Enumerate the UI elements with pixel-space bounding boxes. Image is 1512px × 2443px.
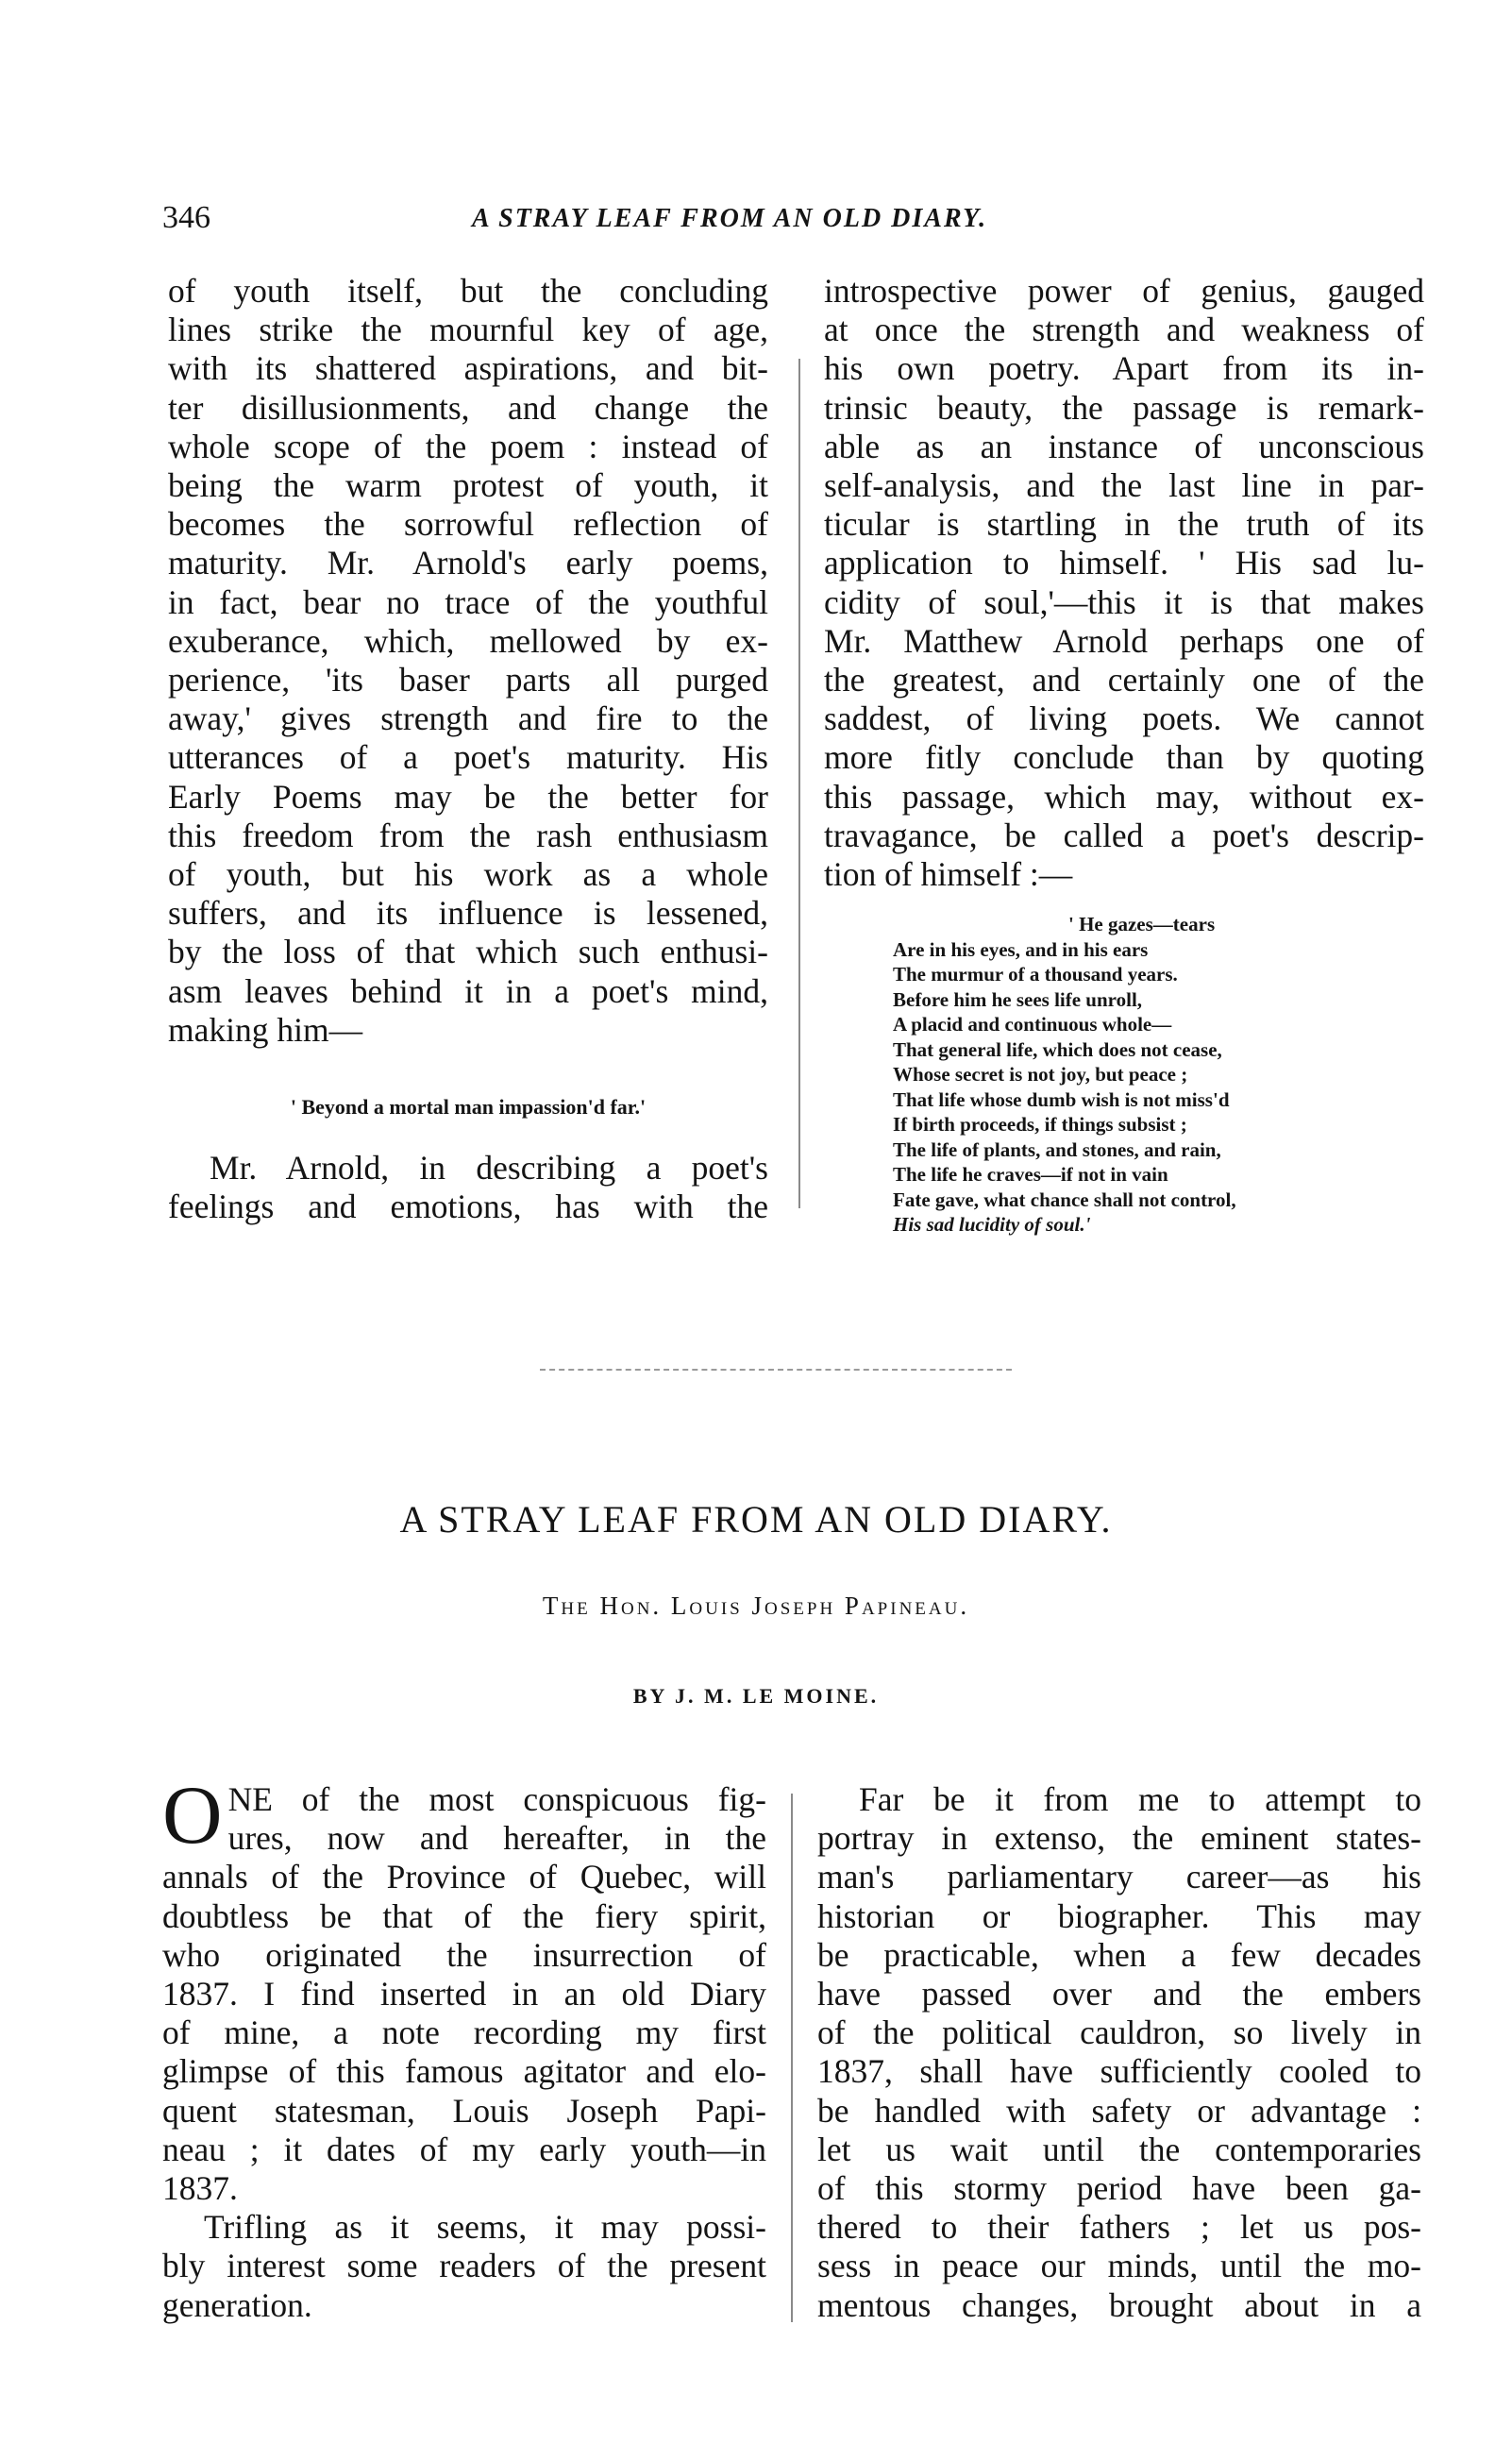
text-line: ures, now and hereafter, in the (227, 1819, 766, 1858)
poem-line: The life of plants, and stones, and rain, (893, 1137, 1221, 1161)
block-quote: ' Beyond a mortal man impassion'd far.' (290, 1095, 647, 1120)
text-line: cidity of soul,'—this it is that makes (824, 582, 1424, 621)
text-line: 1837, shall have sufficiently cooled to (817, 2052, 1421, 2091)
text-line: Trifling as it seems, it may possi- (204, 2208, 766, 2247)
text-line: who originated the insurrection of (162, 1935, 766, 1974)
text-line: Far be it from me to attempt to (859, 1780, 1421, 1818)
text-line: at once the strength and weakness of (824, 311, 1424, 349)
text-line: his own poetry. Apart from its in- (824, 349, 1424, 388)
text-line: tion of himself :— (824, 855, 1073, 894)
text-line: neau ; it dates of my early youth—in (162, 2130, 766, 2168)
text-line: self-analysis, and the last line in par- (824, 466, 1424, 505)
text-line: of the political cauldron, so lively in (817, 2013, 1421, 2052)
text-line: ticular is startling in the truth of its (824, 505, 1424, 544)
text-line: making him— (168, 1010, 363, 1049)
text-line: able as an instance of unconscious (824, 427, 1424, 465)
text-line: sess in peace our minds, until the mo- (817, 2247, 1421, 2285)
bottom-right-column (817, 1780, 1421, 2325)
poem-line: The life he craves—if not in vain (893, 1163, 1168, 1186)
text-line: have passed over and the embers (817, 1975, 1421, 2013)
text-line: let us wait until the contemporaries (817, 2130, 1421, 2168)
text-line: being the warm protest of youth, it (168, 466, 768, 505)
text-line: be practicable, when a few decades (817, 1935, 1421, 1974)
text-line: lines strike the mournful key of age, (168, 311, 768, 349)
poem-line: Whose secret is not joy, but peace ; (893, 1063, 1188, 1086)
poem-line: If birth proceeds, if things subsist ; (893, 1113, 1187, 1136)
article-subtitle: The Hon. Louis Joseph Papineau. (542, 1592, 970, 1620)
article-title: A STRAY LEAF FROM AN OLD DIARY. (399, 1498, 1113, 1541)
text-line: in fact, bear no trace of the youthful (168, 582, 768, 621)
article-byline: BY J. M. LE MOINE. (632, 1684, 880, 1708)
poem-quote (893, 912, 1421, 1238)
bottom-left-column (162, 1770, 766, 2325)
text-line: doubtless be that of the fiery spirit, (162, 1896, 766, 1935)
poem-line: Are in his eyes, and in his ears (893, 937, 1149, 961)
text-line: more fitly conclude than by quoting (824, 738, 1424, 777)
text-line: 1837. I find inserted in an old Diary (162, 1975, 766, 2013)
text-line: utterances of a poet's maturity. His (168, 738, 768, 777)
text-line: glimpse of this famous agitator and elo- (162, 2052, 766, 2091)
text-line: thered to their fathers ; let us pos- (817, 2208, 1421, 2247)
text-line: saddest, of living poets. We cannot (824, 699, 1424, 738)
poem-line: That life whose dumb wish is not miss'd (893, 1087, 1230, 1111)
text-line: trinsic beauty, the passage is remark- (824, 388, 1424, 427)
text-line: this freedom from the rash enthusiasm (168, 816, 768, 854)
poem-line: His sad lucidity of soul.' (893, 1213, 1091, 1236)
text-line: becomes the sorrowful reflection of (168, 505, 768, 544)
top-right-column (824, 272, 1424, 894)
text-line: feelings and emotions, has with the (168, 1188, 768, 1226)
text-line: quent statesman, Louis Joseph Papi- (162, 2091, 766, 2130)
text-line: this passage, which may, without ex- (824, 777, 1424, 816)
text-line: asm leaves behind it in a poet's mind, (168, 971, 768, 1010)
column-rule (798, 359, 800, 1208)
text-line: of this stormy period have been ga- (817, 2169, 1421, 2208)
text-line: perience, 'its baser parts all purged (168, 661, 768, 699)
text-line: of youth, but his work as a whole (168, 855, 768, 894)
text-line: of youth itself, but the concluding (168, 272, 768, 310)
text-line: NE of the most conspicuous fig- (227, 1780, 766, 1818)
text-line: bly interest some readers of the present (162, 2247, 766, 2285)
text-line: man's parliamentary career—as his (817, 1858, 1421, 1896)
text-line: Early Poems may be the better for (168, 777, 768, 816)
poem-line: A placid and continuous whole— (893, 1013, 1172, 1036)
text-line: annals of the Province of Quebec, will (162, 1858, 766, 1896)
text-line: ter disillusionments, and change the (168, 388, 768, 427)
running-head: A STRAY LEAF FROM AN OLD DIARY. (472, 204, 988, 233)
page-header (162, 200, 1427, 247)
text-line: be handled with safety or advantage : (817, 2091, 1421, 2130)
text-line: travagance, be called a poet's descrip- (824, 816, 1424, 854)
drop-cap: O (162, 1770, 223, 1862)
text-line: away,' gives strength and fire to the (168, 699, 768, 738)
text-line: maturity. Mr. Arnold's early poems, (168, 544, 768, 582)
text-line: suffers, and its influence is lessened, (168, 894, 768, 933)
text-line: generation. (162, 2285, 312, 2324)
text-line: historian or biographer. This may (817, 1896, 1421, 1935)
text-line: application to himself. ' His sad lu- (824, 544, 1424, 582)
text-line: the greatest, and certainly one of the (824, 661, 1424, 699)
poem-line: The murmur of a thousand years. (893, 963, 1178, 986)
text-line: portray in extenso, the eminent states- (817, 1819, 1421, 1858)
text-line: exuberance, which, mellowed by ex- (168, 621, 768, 660)
poem-line: Fate gave, what chance shall not control, (893, 1188, 1236, 1211)
poem-line: That general life, which does not cease, (893, 1037, 1222, 1061)
text-line: by the loss of that which such enthusi- (168, 933, 768, 971)
text-line: introspective power of genius, gauged (824, 272, 1424, 310)
section-divider (540, 1369, 1012, 1371)
page-number: 346 (162, 200, 210, 235)
text-line: with its shattered aspirations, and bit- (168, 349, 768, 388)
text-line: Mr. Matthew Arnold perhaps one of (824, 621, 1424, 660)
text-line: of mine, a note recording my first (162, 2013, 766, 2052)
poem-line: Before him he sees life unroll, (893, 987, 1143, 1011)
text-line: mentous changes, brought about in a (817, 2285, 1421, 2324)
column-rule (791, 1794, 793, 2322)
text-line: 1837. (162, 2169, 238, 2208)
text-line: Mr. Arnold, in describing a poet's (210, 1149, 768, 1188)
poem-line: ' He gazes—tears (1068, 913, 1216, 935)
top-left-column (168, 272, 768, 1227)
text-line: whole scope of the poem : instead of (168, 427, 768, 465)
